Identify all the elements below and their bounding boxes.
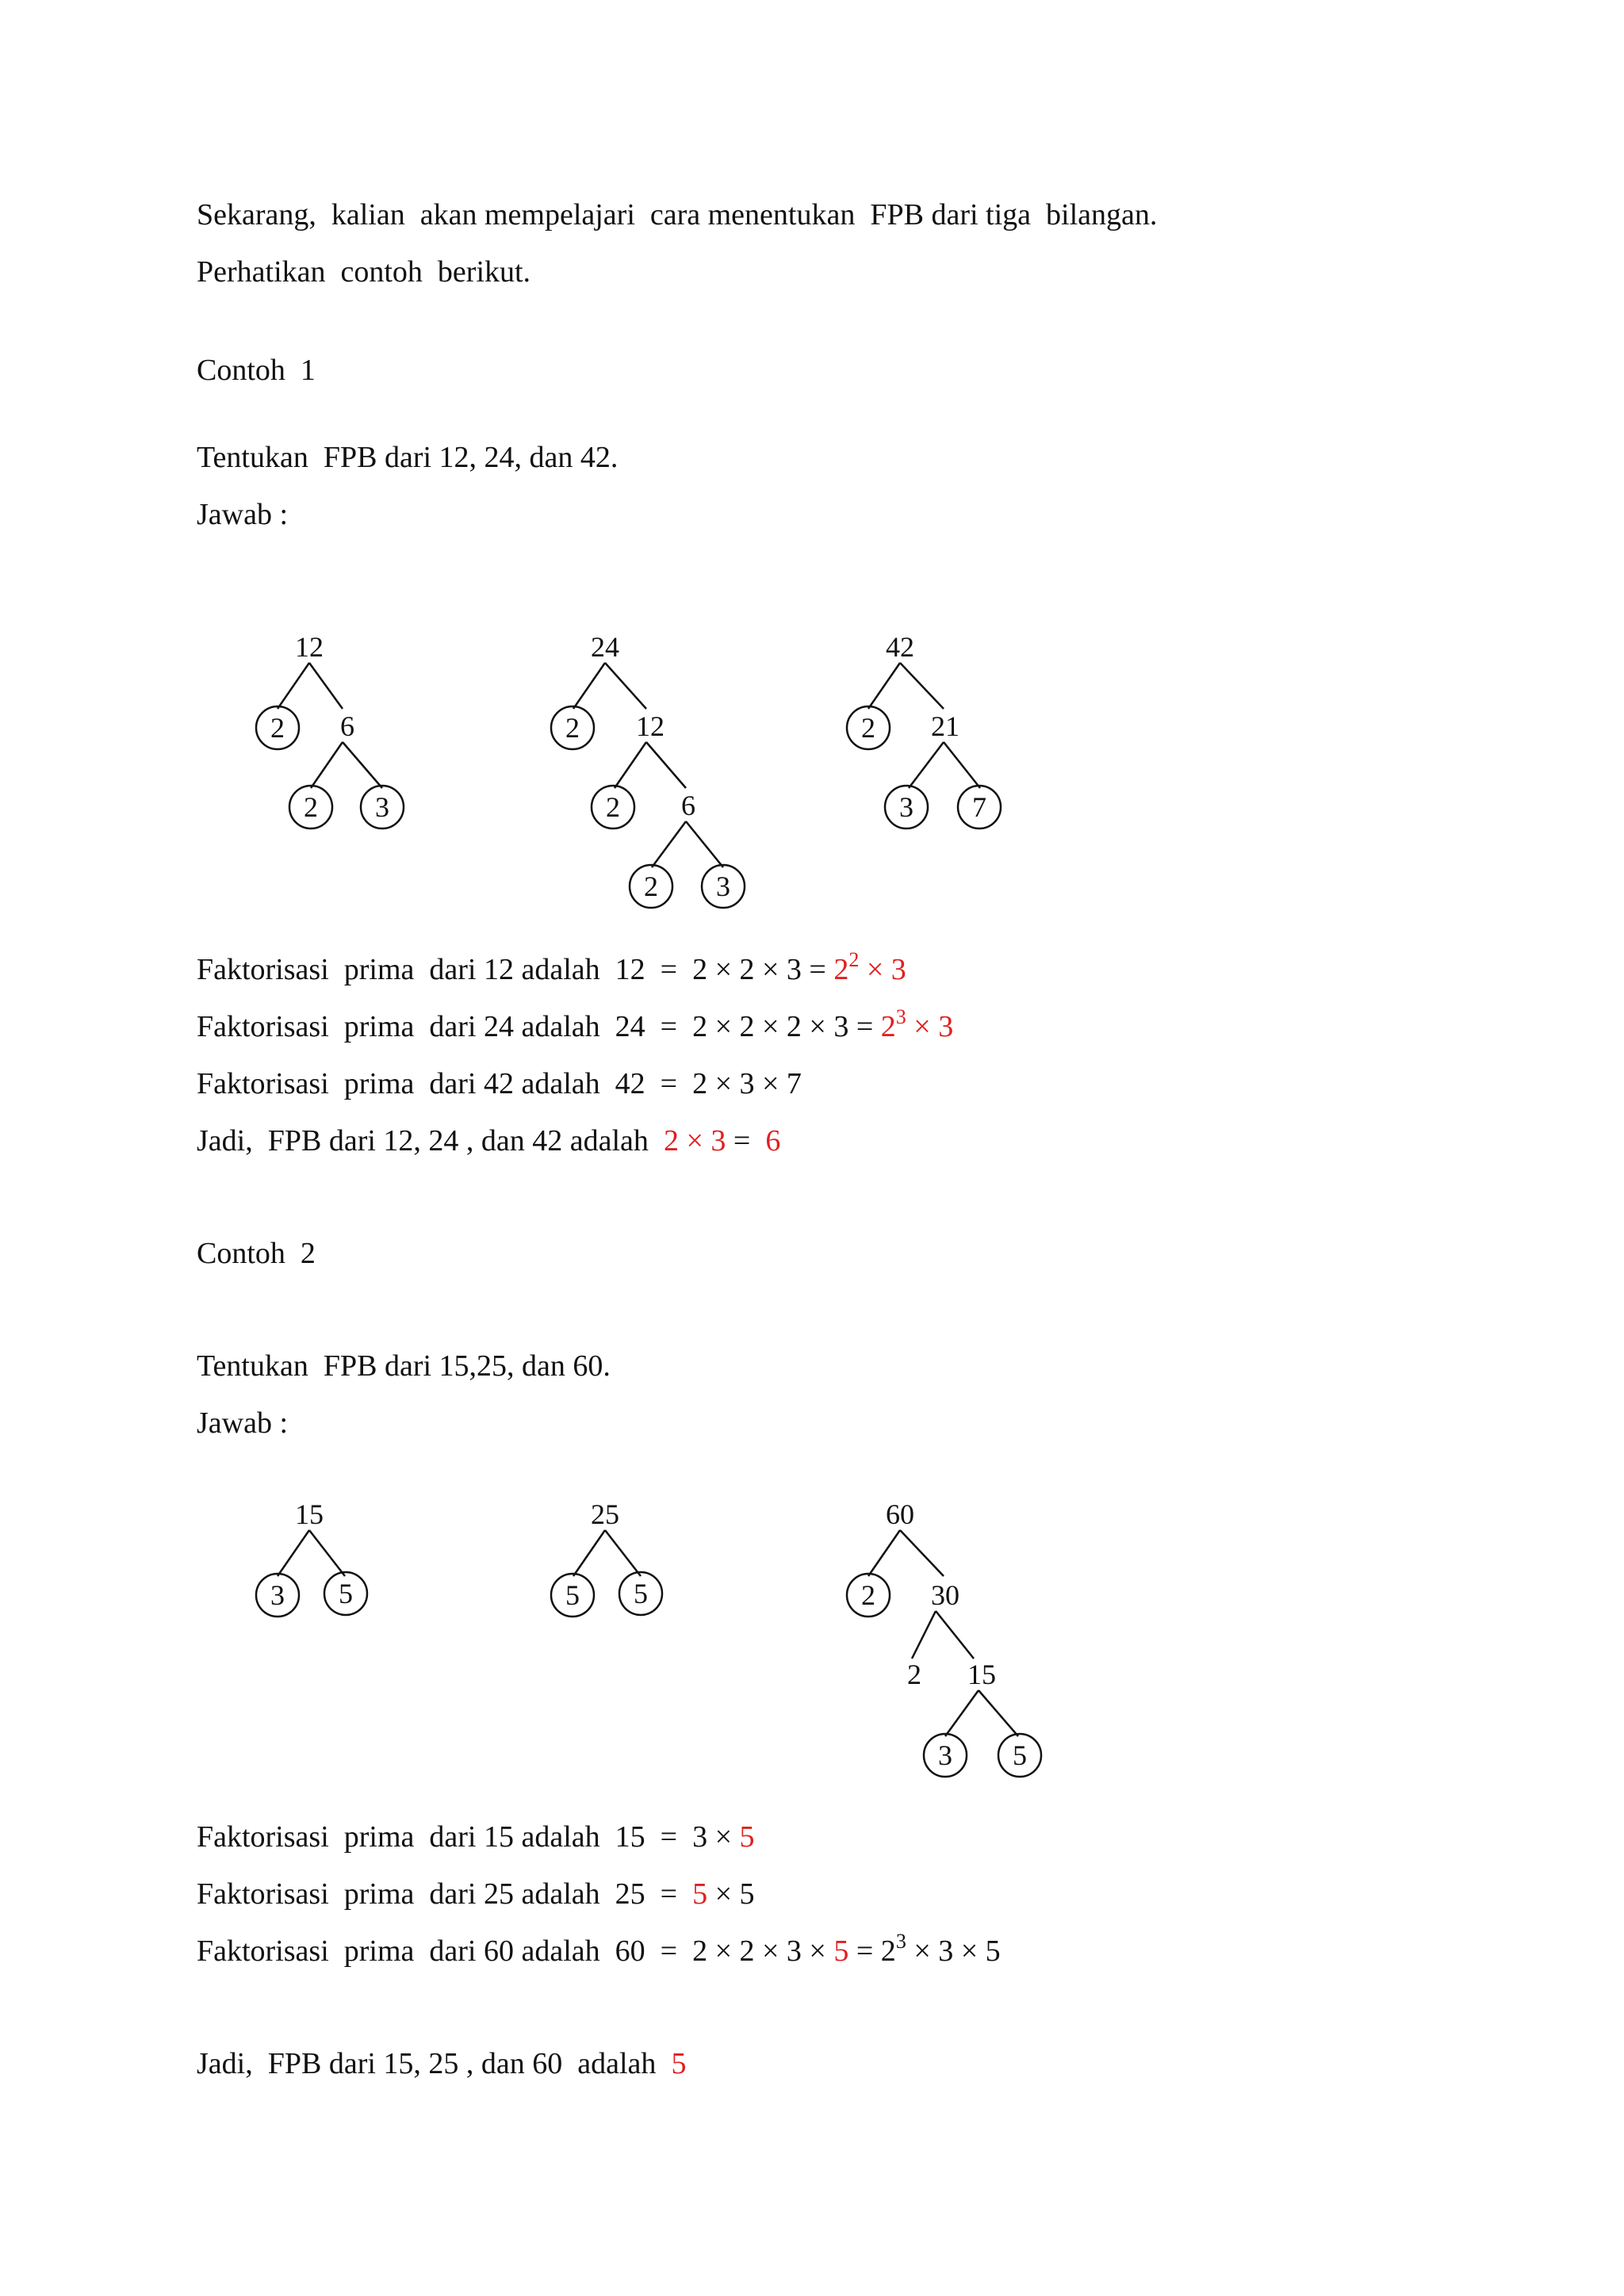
tree-24-root: 24 bbox=[591, 631, 619, 663]
example-2-answer-label: Jawab : bbox=[197, 1406, 289, 1440]
tree-25-factor: 5 bbox=[634, 1578, 648, 1609]
tree-24-factor: 2 bbox=[606, 791, 620, 823]
factorization-12: Faktorisasi prima dari 12 adalah $12 = 2 \times 2 \times 3 = 2^2 \times 3$ bbox=[197, 948, 906, 986]
tree-12-factor: 3 bbox=[375, 791, 389, 823]
factorization-42: Faktorisasi prima dari 42 adalah 42 = 2 × 3 × 7 bbox=[197, 1067, 802, 1100]
example-1-question: Tentukan FPB dari 12, 24, dan 42. bbox=[197, 441, 619, 474]
example-2-question: Tentukan FPB dari 15,25, dan 60. bbox=[197, 1349, 611, 1383]
tree-42-factor: 7 bbox=[972, 791, 986, 823]
tree-12-branch: 6 bbox=[340, 710, 354, 742]
tree-24-factor: 3 bbox=[716, 871, 730, 902]
factorization-15: Faktorisasi prima dari 15 adalah 15 = 3 × 5 bbox=[197, 1820, 755, 1854]
tree-24-branch: 12 bbox=[636, 710, 665, 742]
factorization-24: Faktorisasi prima dari 24 adalah $24 = 2 \times 2 \times 2 \times 3 = 2^3 \times 3$ bbox=[197, 1005, 954, 1043]
tree-42-factor: 3 bbox=[899, 791, 914, 823]
intro-line-1: Sekarang, kalian akan mempelajari cara menentukan FPB dari tiga bilangan. bbox=[197, 198, 1158, 232]
example-1-heading: Contoh 1 bbox=[197, 354, 316, 387]
tree-25-factor: 5 bbox=[565, 1579, 580, 1611]
tree-24-factor: 2 bbox=[644, 871, 658, 902]
tree-12-factor: 2 bbox=[270, 712, 285, 744]
tree-15-factor: 5 bbox=[339, 1578, 353, 1609]
tree-60-factor: 3 bbox=[938, 1739, 952, 1771]
tree-60-factor: 2 bbox=[907, 1659, 921, 1690]
factorization-25: Faktorisasi prima dari 25 adalah 25 = 5 × 5 bbox=[197, 1877, 755, 1911]
tree-60-factor: 2 bbox=[861, 1579, 875, 1611]
tree-15-factor: 3 bbox=[270, 1579, 285, 1611]
tree-25-root: 25 bbox=[591, 1498, 619, 1530]
tree-42-branch: 21 bbox=[931, 710, 959, 742]
intro-line-2: Perhatikan contoh berikut. bbox=[197, 255, 531, 289]
tree-42-factor: 2 bbox=[861, 712, 875, 744]
tree-12-factor: 2 bbox=[304, 791, 318, 823]
tree-60-factor: 5 bbox=[1013, 1739, 1027, 1771]
factorization-60: Faktorisasi prima dari 60 adalah $60 = 2 \times 2 \times 3 \times 5 = 2^3 \times 3 \times 5$ bbox=[197, 1930, 1001, 1968]
example-2-heading: Contoh 2 bbox=[197, 1237, 316, 1270]
tree-15-root: 15 bbox=[295, 1498, 324, 1530]
tree-60-root: 60 bbox=[886, 1498, 914, 1530]
tree-24-factor: 2 bbox=[565, 712, 580, 744]
tree-60-branch: 30 bbox=[931, 1579, 959, 1611]
example-1-answer-label: Jawab : bbox=[197, 498, 289, 531]
tree-60-branch: 15 bbox=[967, 1659, 996, 1690]
tree-42-root: 42 bbox=[886, 631, 914, 663]
example-2-conclusion: Jadi, FPB dari 15, 25 , dan 60 adalah 5 bbox=[197, 2047, 687, 2080]
tree-24-branch: 6 bbox=[681, 790, 695, 821]
tree-12-root: 12 bbox=[295, 631, 324, 663]
example-1-conclusion: Jadi, FPB dari 12, 24 , dan 42 adalah 2 × 3 = 6 bbox=[197, 1124, 781, 1158]
